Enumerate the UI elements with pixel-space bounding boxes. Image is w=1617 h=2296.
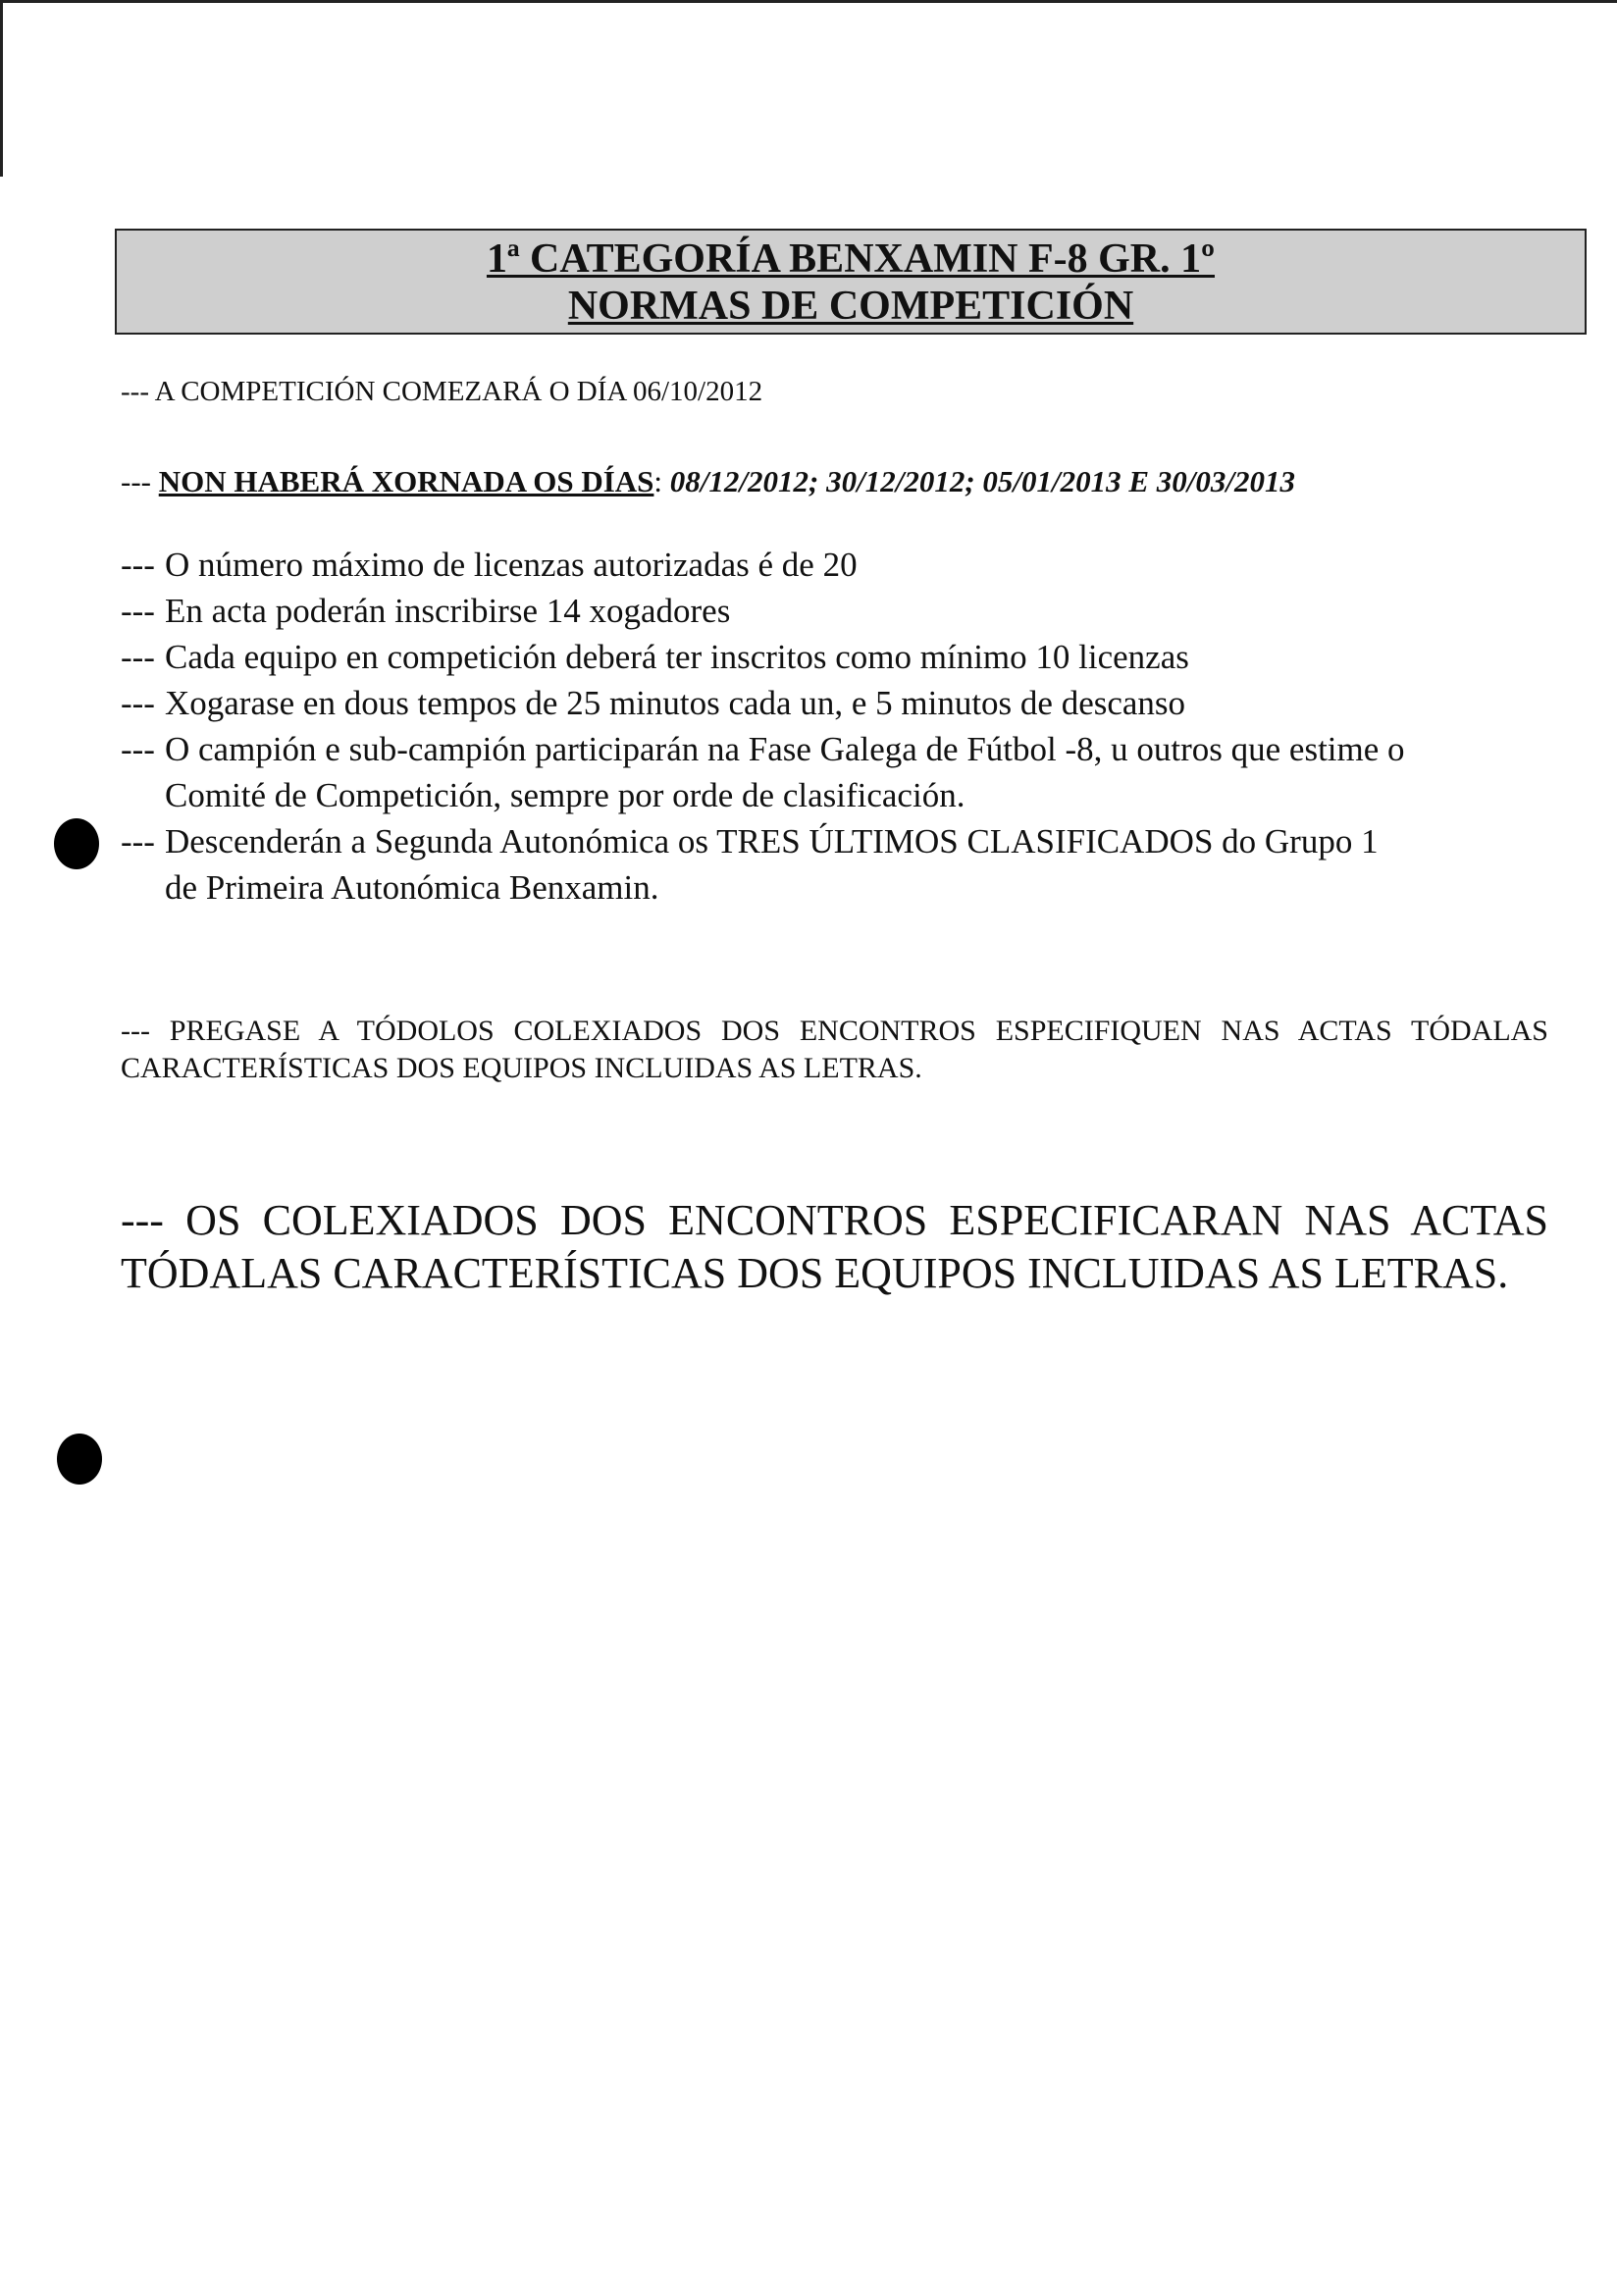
rule-max-licenses: [121, 542, 1553, 588]
no-play-prefix: ---: [121, 464, 159, 498]
page-edge-left: [0, 0, 3, 177]
rule-dash: ---: [121, 730, 155, 768]
rule-players-in-report: [121, 588, 1553, 634]
rule-text-continued: de Primeira Autonómica Benxamin.: [165, 868, 659, 907]
rule-dash: ---: [121, 822, 155, 861]
no-play-label: NON HABERÁ XORNADA OS DÍAS: [158, 464, 654, 498]
rule-dash: ---: [121, 546, 155, 584]
hole-punch-mark: [54, 818, 99, 869]
rule-text: Cada equipo en competición deberá ter inscritos como mínimo 10 licenzas: [165, 638, 1189, 676]
rules-list: [121, 542, 1553, 911]
rule-text-continued: Comité de Competición, sempre por orde de clasificación.: [165, 776, 965, 814]
rule-text: O número máximo de licenzas autorizadas é de 20: [165, 546, 858, 584]
rule-text: Descenderán a Segunda Autonómica os TRES ÚLTIMOS CLASIFICADOS do Grupo 1: [165, 822, 1379, 861]
hole-punch-mark: [57, 1434, 102, 1485]
category-title: 1ª CATEGORÍA BENXAMIN F-8 GR. 1º: [486, 236, 1216, 282]
rule-relegation: [121, 818, 1553, 911]
rules-title: NORMAS DE COMPETICIÓN: [567, 284, 1134, 329]
rule-match-duration: [121, 680, 1553, 726]
rule-text: Xogarase en dous tempos de 25 minutos cada un, e 5 minutos de descanso: [165, 684, 1186, 722]
referee-instruction-notice: --- OS COLEXIADOS DOS ENCONTROS ESPECIFICARAN NAS ACTAS TÓDALAS CARACTERÍSTICAS DOS EQUIPOS INCLUIDAS AS LETRAS.: [121, 1196, 1548, 1297]
rule-text: O campión e sub-campión participarán na Fase Galega de Fútbol -8, u outros que estime o: [165, 730, 1405, 768]
no-play-colon: :: [653, 464, 670, 498]
title-box: [115, 229, 1587, 335]
referee-request-notice: --- PREGASE A TÓDOLOS COLEXIADOS DOS ENCONTROS ESPECIFIQUEN NAS ACTAS TÓDALAS CARACTERÍSTICAS DOS EQUIPOS INCLUIDAS AS LETRAS.: [121, 1015, 1548, 1084]
rule-dash: ---: [121, 638, 155, 676]
rule-champion-phase: [121, 726, 1553, 818]
no-play-days-line: [121, 464, 1295, 499]
rule-min-licenses: [121, 634, 1553, 680]
no-play-dates: 08/12/2012; 30/12/2012; 05/01/2013 E 30/03/2013: [669, 464, 1296, 498]
rule-dash: ---: [121, 592, 155, 630]
start-date-line: --- A COMPETICIÓN COMEZARÁ O DÍA 06/10/2012: [121, 376, 763, 407]
page-edge-top: [0, 0, 1617, 3]
rule-dash: ---: [121, 684, 155, 722]
rule-text: En acta poderán inscribirse 14 xogadores: [165, 592, 731, 630]
